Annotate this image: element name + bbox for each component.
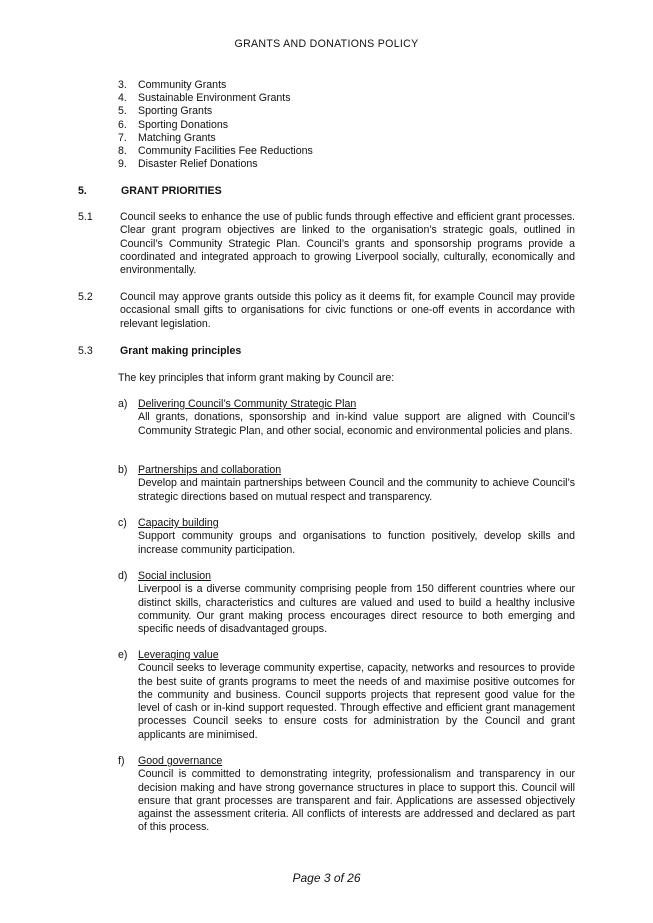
principle-letter: a) [118, 398, 128, 410]
list-item [118, 79, 313, 92]
paragraph-number: 5.2 [78, 291, 93, 303]
list-item-text: Community Facilities Fee Reductions [138, 144, 313, 157]
section-number: 5. [78, 185, 87, 197]
paragraph-text: Council seeks to enhance the use of public funds through effective and efficient grant processes. Clear grant program objectives are linked to the organisation’s strategic goals, outlined in Council’s Community Strategic Plan. Council’s grants and sponsorship programs provide a coordinated and integrated approach to growing Liverpool socially, culturally, economically and environmentally. [120, 211, 575, 277]
principle-body: All grants, donations, sponsorship and in-kind value support are aligned with Council’s Community Strategic Plan, and other social, economic and environmental policies and plans. [138, 411, 575, 437]
list-item-text: Matching Grants [138, 131, 216, 144]
section-title: GRANT PRIORITIES [121, 185, 222, 197]
principle-item [118, 398, 575, 438]
principle-letter: e) [118, 649, 128, 661]
list-item-number: 6. [118, 118, 127, 131]
principle-letter: d) [118, 570, 128, 582]
principle-body: Support community groups and organisations to function positively, develop skills and increase community participation. [138, 530, 575, 556]
list-item-text: Disaster Relief Donations [138, 158, 258, 171]
page-number-footer: Page 3 of 26 [292, 871, 361, 885]
principle-letter: c) [118, 517, 127, 529]
principle-body: Council is committed to demonstrating integrity, professionalism and transparency in our decision making and have strong governance structures in place to support this. Council will ensure that grant processes are transparent and fair. Applications are assessed objectively against the assessment criteria. All conflicts of interests are addressed and declared as part of this process. [138, 768, 575, 834]
subsection-title: Grant making principles [120, 345, 242, 357]
principle-title: Capacity building [138, 517, 219, 529]
principle-item [118, 755, 575, 835]
subsection-5-3 [78, 345, 575, 358]
principle-item [118, 517, 575, 557]
principles-intro: The key principles that inform grant making by Council are: [118, 372, 395, 384]
list-item-number: 4. [118, 92, 127, 105]
principle-item [118, 570, 575, 636]
paragraph-text: Council may approve grants outside this policy as it deems fit, for example Council may provide occasional small gifts to organisations for civic functions or one-off events in accordance with relevant legislation. [120, 291, 575, 330]
principle-letter: b) [118, 464, 128, 476]
list-item-number: 7. [118, 131, 127, 144]
paragraph-number: 5.1 [78, 211, 93, 223]
list-item-number: 3. [118, 79, 127, 91]
list-item-text: Sporting Donations [138, 118, 229, 131]
principle-letter: f) [118, 755, 125, 767]
principle-title: Social inclusion [138, 570, 212, 582]
list-item-number: 8. [118, 144, 127, 157]
list-item-number: 9. [118, 158, 127, 171]
list-item [118, 105, 313, 118]
principle-body: Liverpool is a diverse community comprising people from 150 different countries where our distinct skills, characteristics and cultures are valued and used to build a healthy inclusive community. Our grant making process encourages direct resource to both emerging and specific needs of disadvantaged groups. [138, 583, 575, 636]
list-item [118, 145, 313, 158]
list-item [118, 92, 313, 105]
list-item-text: Sporting Grants [138, 105, 213, 118]
list-item-number: 5. [118, 105, 127, 118]
page-header-title: GRANTS AND DONATIONS POLICY [234, 38, 419, 50]
list-item-text: Sustainable Environment Grants [138, 92, 291, 105]
paragraph-number: 5.3 [78, 345, 93, 357]
principle-body: Develop and maintain partnerships between Council and the community to achieve Council’s strategic directions based on mutual respect and transparency. [138, 477, 575, 503]
principle-item [118, 649, 575, 742]
grant-types-list [118, 79, 313, 171]
paragraph-5-1 [78, 211, 575, 277]
section-heading [78, 185, 575, 198]
paragraph-5-2 [78, 291, 575, 331]
list-item [118, 119, 313, 132]
list-item-text: Community Grants [138, 79, 227, 91]
principle-title: Delivering Council’s Community Strategic Plan [138, 398, 357, 410]
principle-item [118, 464, 575, 504]
principle-body: Council seeks to leverage community expertise, capacity, networks and resources to provide the best suite of grants programs to meet the needs of and maximise positive outcomes for the community and business. Council supports projects that represent good value for the level of cash or in-kind support requested. Through effective and efficient grant management processes Council seeks to ensure costs for administration by the Council and grant applicants are minimised. [138, 662, 575, 741]
list-item [118, 132, 313, 145]
list-item [118, 158, 313, 171]
principle-title: Good governance [138, 755, 223, 767]
principle-title: Partnerships and collaboration [138, 464, 282, 476]
principle-title: Leveraging value [138, 649, 219, 661]
